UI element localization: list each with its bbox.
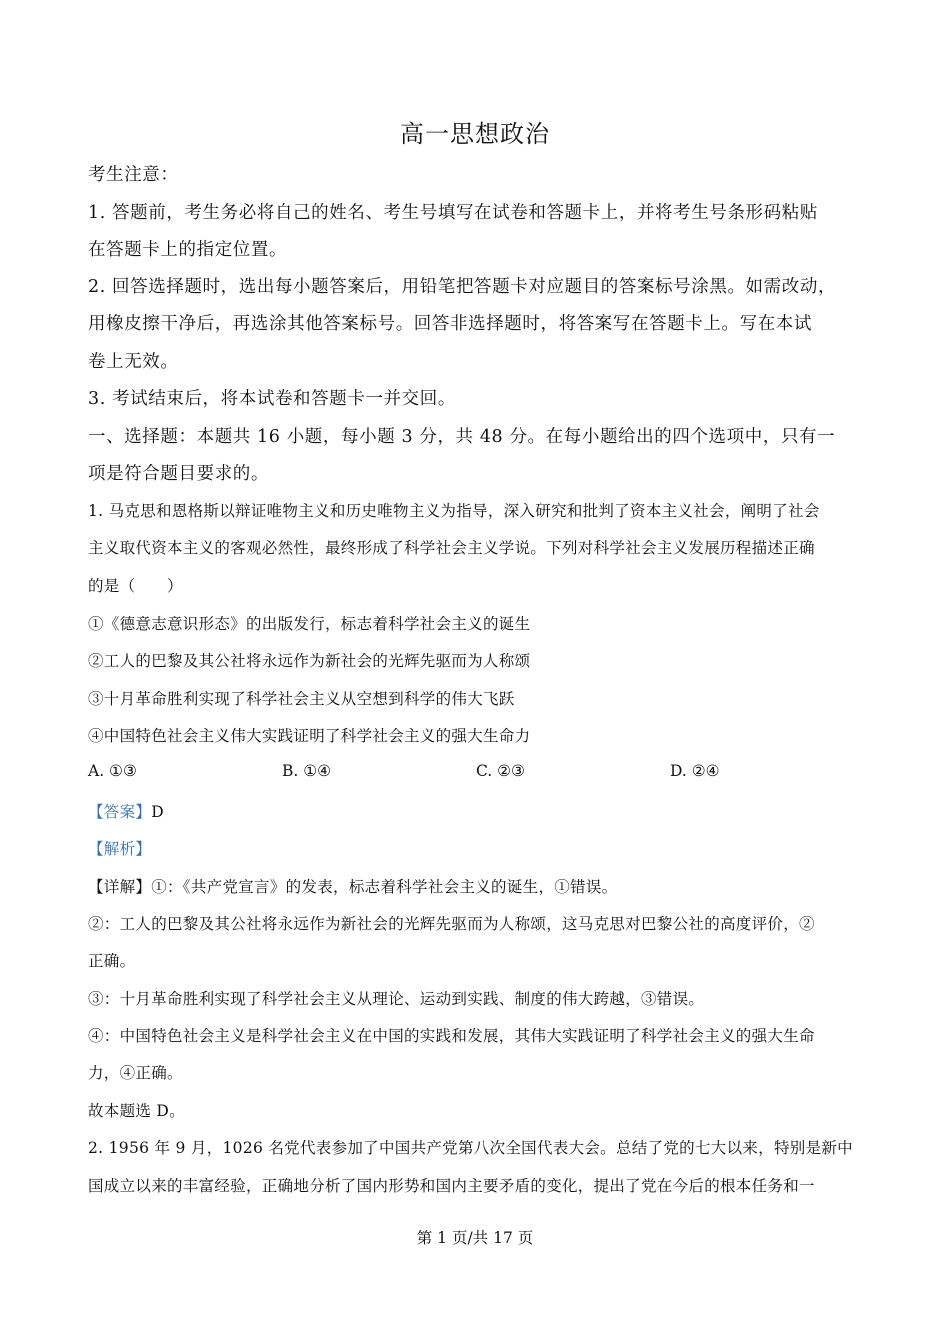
section-heading: 一、选择题：本题共 16 小题，每小题 3 分，共 48 分。在每小题给出的四个选项中，只有一 — [88, 427, 836, 447]
section-heading: 项是符合题目要求的。 — [88, 464, 269, 484]
answer-label: 【答案】 — [88, 803, 152, 821]
page-title: 高一思想政治 — [400, 120, 550, 148]
statement-4: ④中国特色社会主义伟大实践证明了科学社会主义的强大生命力 — [88, 727, 531, 745]
statement-1: ①《德意志意识形态》的出版发行，标志着科学社会主义的诞生 — [88, 615, 531, 633]
notice-heading: 考生注意： — [88, 165, 179, 185]
conclusion-line: 故本题选 D。 — [88, 1102, 185, 1120]
detail-line: ③：十月革命胜利实现了科学社会主义从理论、运动到实践、制度的伟大跨越，③错误。 — [88, 990, 705, 1008]
statement-2: ②工人的巴黎及其公社将永远作为新社会的光辉先驱而为人称颂 — [88, 652, 531, 670]
question-2-stem: 2. 1956 年 9 月，1026 名党代表参加了中国共产党第八次全国代表大会。总结了党的七大以来，特别是新中 — [88, 1139, 853, 1157]
answer-value: D — [151, 803, 164, 821]
question-2-stem: 国成立以来的丰富经验，正确地分析了国内形势和国内主要矛盾的变化，提出了党在今后的根本任务和一 — [88, 1177, 815, 1195]
question-1-stem: 1. 马克思和恩格斯以辩证唯物主义和历史唯物主义为指导，深入研究和批判了资本主义社会，阐明了社会 — [88, 502, 820, 520]
detail-line: ②：工人的巴黎及其公社将永远作为新社会的光辉先驱而为人称颂，这马克思对巴黎公社的高度评价，② — [88, 915, 815, 933]
statement-3: ③十月革命胜利实现了科学社会主义从空想到科学的伟大飞跃 — [88, 690, 515, 708]
detail-line: ①：《共产党宣言》的发表，标志着科学社会主义的诞生，①错误。 — [151, 878, 618, 896]
question-1-stem: 主义取代资本主义的客观必然性，最终形成了科学社会主义学说。下列对科学社会主义发展历程描述正确 — [88, 539, 815, 557]
notice-line: 卷上无效。 — [88, 352, 179, 372]
question-1-stem: 的是（ ） — [88, 577, 183, 595]
notice-line: 2. 回答选择题时，选出每小题答案后，用铅笔把答题卡对应题目的答案标号涂黑。如需改动， — [88, 277, 837, 297]
notice-line: 在答题卡上的指定位置。 — [88, 240, 288, 260]
option-d: D. ②④ — [670, 762, 720, 780]
page-footer: 第 1 页/共 17 页 — [416, 1229, 534, 1247]
analysis-label: 【解析】 — [88, 840, 152, 858]
notice-line: 用橡皮擦干净后，再选涂其他答案标号。回答非选择题时，将答案写在答题卡上。写在本试 — [88, 314, 812, 334]
detail-row — [88, 875, 617, 897]
notice-line: 3. 考试结束后，将本试卷和答题卡一并交回。 — [88, 389, 456, 409]
answer-row — [88, 800, 164, 822]
detail-line: ④：中国特色社会主义是科学社会主义在中国的实践和发展，其伟大实践证明了科学社会主义的强大生命 — [88, 1027, 815, 1045]
option-c: C. ②③ — [476, 762, 525, 780]
option-b: B. ①④ — [282, 762, 332, 780]
detail-line: 力，④正确。 — [88, 1064, 183, 1082]
notice-line: 1. 答题前，考生务必将自己的姓名、考生号填写在试卷和答题卡上，并将考生号条形码粘贴 — [88, 203, 818, 223]
detail-line: 正确。 — [88, 952, 136, 970]
option-a: A. ①③ — [88, 762, 137, 780]
detail-label: 【详解】 — [88, 878, 152, 896]
